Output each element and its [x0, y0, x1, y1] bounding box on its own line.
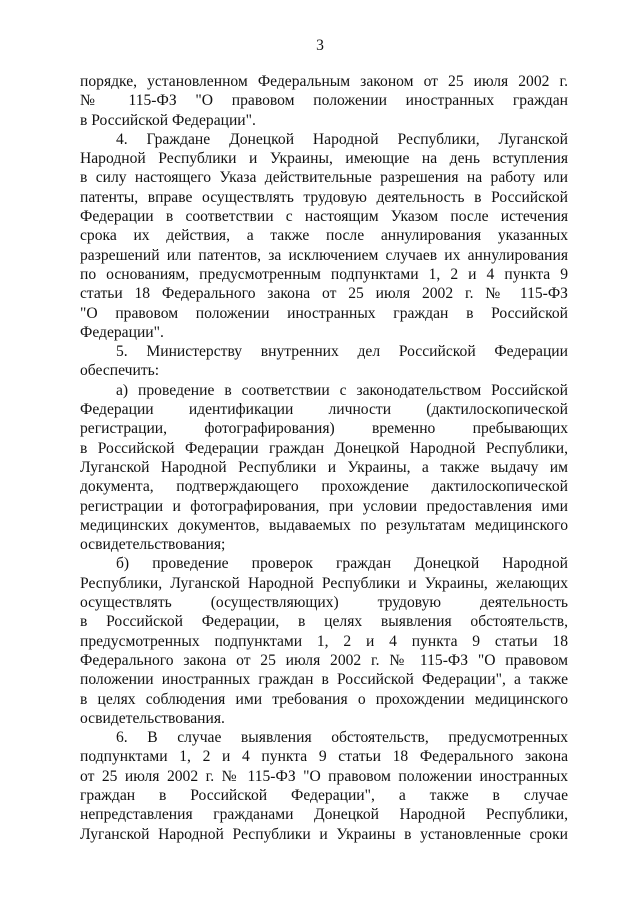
text-line: а) проведение в соответствии с законодательством Российской — [116, 381, 568, 399]
text-line: предусмотренных подпунктами 1, 2 и 4 пункта 9 статьи 18 — [80, 632, 568, 650]
text-line: порядке, установленном Федеральным законом от 25 июля 2002 г. — [80, 73, 568, 90]
text-line: непредставления гражданами Донецкой Народной Республики, — [80, 806, 568, 824]
text-line: "О правовом положении иностранных граждан в Российской — [80, 304, 568, 322]
text-line: № 115-ФЗ "О правовом положении иностранных граждан — [80, 92, 568, 110]
text-line: документа, подтверждающего прохождение дактилоскопической — [80, 478, 568, 496]
text-line: разрешений или патентов, за исключением случаев их аннулирования — [80, 246, 568, 264]
text-line: регистрации и фотографирования, при условии предоставления ими — [80, 497, 568, 515]
text-line: по основаниям, предусмотренным подпунктами 1, 2 и 4 пункта 9 — [80, 265, 568, 283]
text-line: подпунктами 1, 2 и 4 пункта 9 статьи 18 Федерального закона — [80, 748, 568, 766]
text-line: от 25 июля 2002 г. № 115-ФЗ "О правовом положении иностранных — [80, 767, 568, 785]
text-line: регистрации, фотографирования) временно пребывающих — [80, 420, 568, 438]
text-line: Луганской Народной Республики и Украины, а также выдачу им — [80, 458, 568, 476]
text-line: статьи 18 Федерального закона от 25 июля 2002 г. № 115-ФЗ — [80, 285, 568, 303]
text-line: Федерации в соответствии с настоящим Указом после истечения — [80, 208, 568, 226]
text-line: в Российской Федерации граждан Донецкой Народной Республики, — [80, 439, 568, 457]
text-line: освидетельствования; — [80, 536, 226, 554]
text-line: 6. В случае выявления обстоятельств, предусмотренных — [116, 729, 568, 747]
text-line: Народной Республики и Украины, имеющие на день вступления — [80, 150, 568, 168]
text-line: в Российской Федерации". — [80, 111, 256, 129]
text-line: положении иностранных граждан в Российской Федерации", а также — [80, 671, 568, 689]
text-line: граждан в Российской Федерации", а также в случае — [80, 786, 568, 804]
text-line: в силу настоящего Указа действительные разрешения на работу или — [80, 169, 568, 187]
text-line: обеспечить: — [80, 362, 160, 380]
text-line: Федерального закона от 25 июля 2002 г. № 115-ФЗ "О правовом — [80, 651, 568, 669]
text-line: в целях соблюдения ими требования о прохождении медицинского — [80, 690, 568, 708]
text-line: б) проведение проверок граждан Донецкой Народной — [116, 555, 568, 573]
page-number: 3 — [316, 37, 324, 54]
text-line: осуществлять (осуществляющих) трудовую деятельность — [80, 594, 568, 612]
text-line: в Российской Федерации, в целях выявления обстоятельств, — [80, 613, 568, 631]
text-line: Луганской Народной Республики и Украины в установленные сроки — [80, 825, 568, 843]
document-body — [80, 72, 568, 844]
text-line: 5. Министерству внутренних дел Российской Федерации — [116, 343, 568, 361]
text-line: освидетельствования. — [80, 709, 225, 727]
text-line: Республики, Луганской Народной Республики и Украины, желающих — [80, 574, 568, 592]
text-line: Федерации". — [80, 323, 164, 341]
text-line: 4. Граждане Донецкой Народной Республики, Луганской — [116, 130, 568, 148]
text-line: медицинских документов, выдаваемых по результатам медицинского — [80, 516, 568, 534]
text-line: патенты, вправе осуществлять трудовую деятельность в Российской — [80, 188, 568, 206]
text-line: срока их действия, а также после аннулирования указанных — [80, 227, 568, 245]
text-line: Федерации идентификации личности (дактилоскопической — [80, 401, 568, 419]
